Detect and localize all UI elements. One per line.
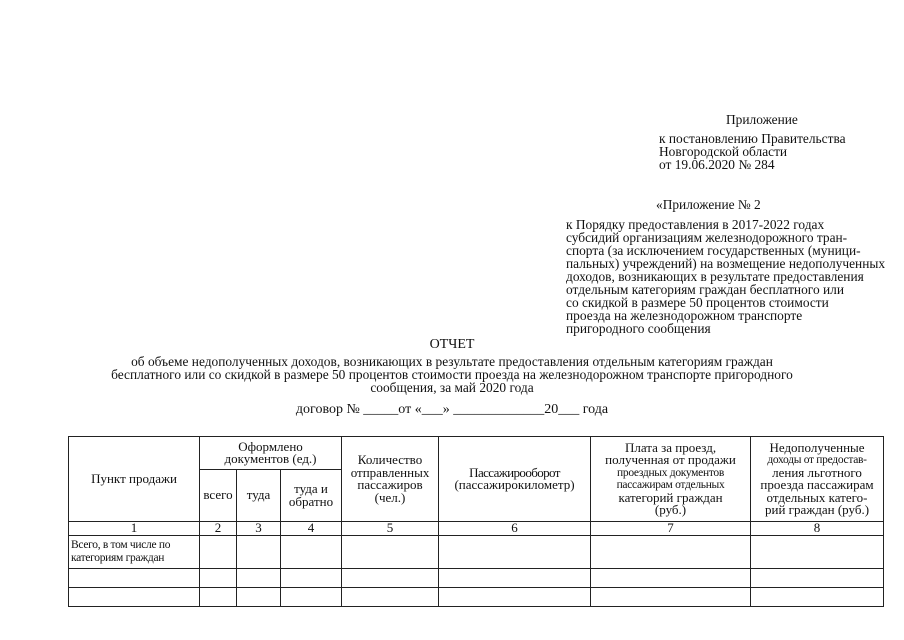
header-sale-point: Пункт продажи [69, 437, 200, 522]
header-roundtrip [281, 470, 342, 522]
report-table [68, 436, 884, 607]
order-line: к Порядку предоставления в 2017-2022 годах [566, 217, 825, 232]
header-line: Недополученные [769, 439, 865, 455]
contract-line: договор № _____от «___» _____________20___ года [295, 402, 609, 417]
subject-line: об объеме недополученных доходов, возникающих в результате предоставления отдельным категориям граждан [131, 354, 773, 369]
order-line: со скидкой в размере 50 процентов стоимости [566, 295, 829, 310]
table-cell [200, 587, 237, 606]
appendix-title: Приложение [726, 112, 798, 127]
header-line: отдельных катего- [766, 489, 868, 505]
table-cell [200, 568, 237, 587]
header-line: Оформлено [238, 438, 303, 454]
row-label-line: категориям граждан [71, 551, 165, 564]
subject-line: бесплатного или со скидкой в размере 50 процентов стоимости проезда на железнодорожном транспорте пригородного [111, 367, 793, 382]
decree-line: от 19.06.2020 № 284 [659, 157, 775, 172]
column-number: 5 [342, 522, 439, 536]
column-number: 2 [200, 522, 237, 536]
header-line: пассажирам отдельных [616, 479, 725, 491]
table-cell [591, 587, 751, 606]
column-number: 7 [591, 522, 751, 536]
header-passenger-turnover [439, 437, 591, 522]
table-cell [342, 587, 439, 606]
header-passengers-count [342, 437, 439, 522]
report-subject [0, 355, 904, 394]
header-line: Плата за проезд, [624, 439, 717, 455]
header-line: пассажиров [357, 477, 423, 492]
column-number: 4 [281, 522, 342, 536]
order-line: доходов, возникающих в результате предоставления [566, 269, 864, 284]
table-cell [591, 535, 751, 568]
header-line: обратно [288, 493, 334, 509]
table-cell [69, 568, 200, 587]
header-line: туда и [294, 481, 328, 496]
header-line: доходы от предостав- [767, 454, 867, 466]
table-cell [439, 587, 591, 606]
decree-reference [659, 132, 846, 171]
table-row [69, 535, 884, 568]
table-cell [237, 587, 281, 606]
subject-line: сообщения, за май 2020 года [370, 380, 534, 395]
order-line: спорта (за исключением государственных (муници- [566, 243, 861, 258]
header-line: Количество [357, 452, 423, 467]
table-cell [237, 535, 281, 568]
header-issued-documents [200, 437, 342, 470]
table-cell [281, 568, 342, 587]
table-cell [439, 535, 591, 568]
column-number-row [69, 522, 884, 536]
column-number: 3 [237, 522, 281, 536]
table-cell [69, 587, 200, 606]
table-cell [342, 535, 439, 568]
order-line: проезда на железнодорожном транспорте [566, 308, 803, 323]
table-cell [591, 568, 751, 587]
header-line: ления льготного [772, 464, 862, 480]
table-cell [200, 535, 237, 568]
order-reference [566, 218, 885, 335]
header-line: (чел.) [374, 489, 406, 505]
header-line: проезда пассажирам [760, 477, 874, 492]
table-cell [281, 535, 342, 568]
header-line: полученная от продажи [605, 452, 736, 467]
order-line: пригородного сообщения [566, 321, 711, 336]
table-cell [281, 587, 342, 606]
table-cell [751, 587, 884, 606]
order-line: пальных) учреждений) на возмещение недополученных [566, 256, 886, 271]
table-cell [751, 535, 884, 568]
decree-line: к постановлению Правительства [659, 131, 846, 146]
row-label-line: Всего, в том числе по [71, 539, 171, 551]
column-number: 1 [69, 522, 200, 536]
header-fare-received [591, 437, 751, 522]
header-lost-income [751, 437, 884, 522]
table-row [69, 587, 884, 606]
header-line: документов (ед.) [224, 451, 317, 466]
table-row [69, 568, 884, 587]
header-there: туда [237, 470, 281, 522]
header-line: проездных документов [617, 466, 724, 479]
header-total: всего [200, 470, 237, 522]
table-cell [237, 568, 281, 587]
order-line: субсидий организациям железнодорожного тран- [566, 230, 848, 245]
table-cell [342, 568, 439, 587]
column-number: 6 [439, 522, 591, 536]
report-title: ОТЧЕТ [429, 337, 475, 352]
appendix2-title: «Приложение № 2 [656, 197, 761, 212]
header-line: Пассажирооборот [469, 464, 560, 480]
header-line: рий граждан (руб.) [765, 502, 870, 517]
decree-line: Новгородской области [659, 144, 788, 159]
header-line: отправленных [350, 464, 430, 480]
column-number: 8 [751, 522, 884, 536]
table-cell [439, 568, 591, 587]
header-line: (пассажирокилометр) [454, 477, 575, 492]
order-line: отдельным категориям граждан бесплатного или [566, 282, 844, 297]
table-cell [751, 568, 884, 587]
header-line: (руб.) [654, 502, 687, 517]
header-line: категорий граждан [618, 489, 723, 505]
row-total-label [69, 535, 200, 568]
